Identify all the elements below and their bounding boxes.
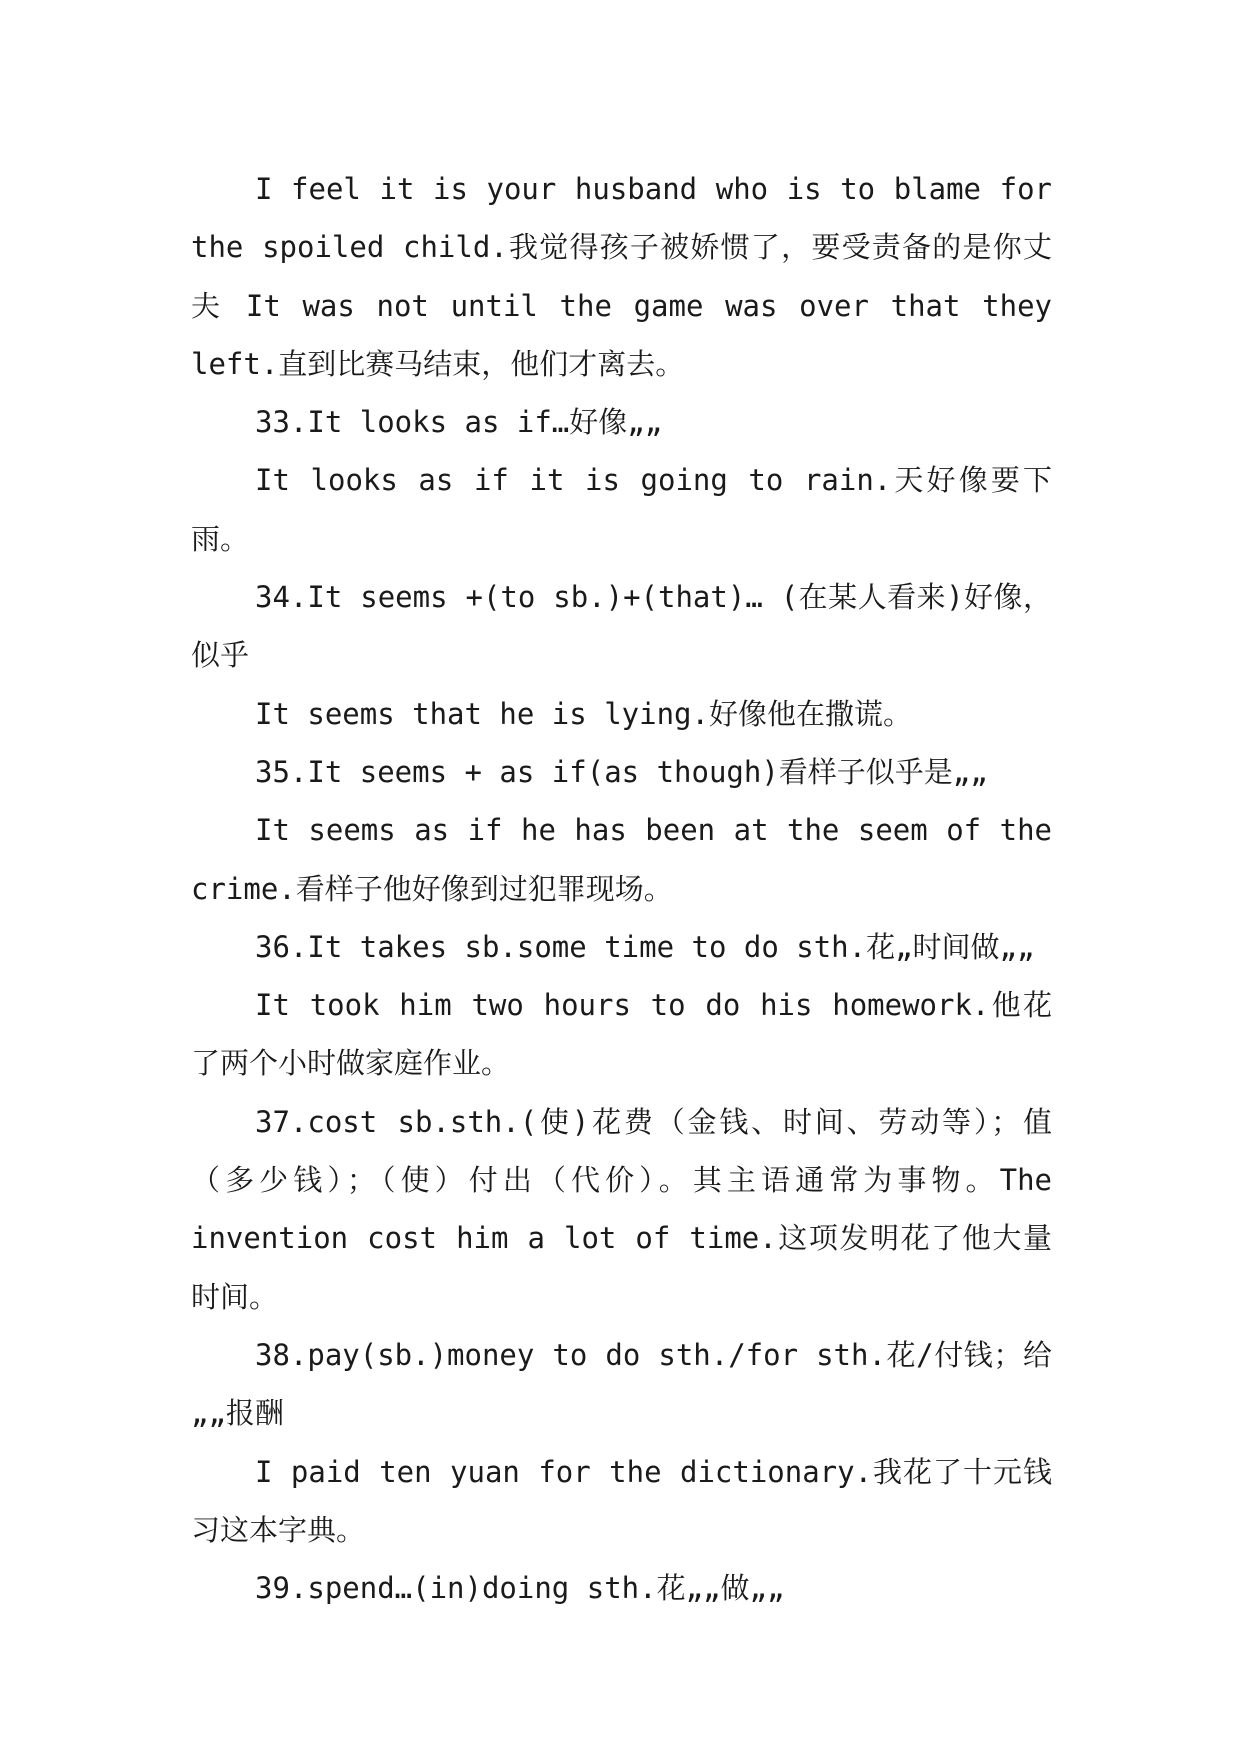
paragraph-example-blame: I feel it is your husband who is to blame for the spoiled child.我觉得孩子被娇惯了，要受责备的是你丈夫 It was not until the game was over that they left.直到比赛马结束，他们才离去。 bbox=[191, 172, 1052, 381]
paragraph-item-33: 33.It looks as if…好像„„ bbox=[255, 405, 663, 440]
paragraph-example-38: I paid ten yuan for the dictionary.我花了十元钱习这本字典。 bbox=[191, 1454, 1052, 1547]
paragraph-item-37: 37.cost sb.sth.(使)花费（金钱、时间、劳动等）；值（多少钱）；（使）付出（代价）。其主语通常为事物。The invention cost him a lot of time.这项发明花了他大量时间。 bbox=[191, 1104, 1052, 1314]
document-body bbox=[191, 160, 1052, 1617]
paragraph-example-34: It seems that he is lying.好像他在撒谎。 bbox=[255, 696, 912, 731]
paragraph-example-35: It seems as if he has been at the seem of the crime.看样子他好像到过犯罪现场。 bbox=[191, 813, 1052, 906]
paragraph-item-38: 38.pay(sb.)money to do sth./for sth.花/付钱；给„„报酬 bbox=[191, 1337, 1052, 1431]
paragraph-item-34: 34.It seems +(to sb.)+(that)… (在某人看来)好像，似乎 bbox=[191, 580, 1052, 673]
paragraph-item-36: 36.It takes sb.some time to do sth.花„时间做„„ bbox=[255, 929, 1035, 964]
paragraph-item-39: 39.spend…(in)doing sth.花„„做„„ bbox=[255, 1571, 785, 1606]
paragraph-example-33: It looks as if it is going to rain.天好像要下雨。 bbox=[191, 463, 1052, 556]
paragraph-item-35: 35.It seems + as if(as though)看样子似乎是„„ bbox=[255, 754, 988, 789]
paragraph-example-36: It took him two hours to do his homework.他花了两个小时做家庭作业。 bbox=[191, 988, 1052, 1081]
